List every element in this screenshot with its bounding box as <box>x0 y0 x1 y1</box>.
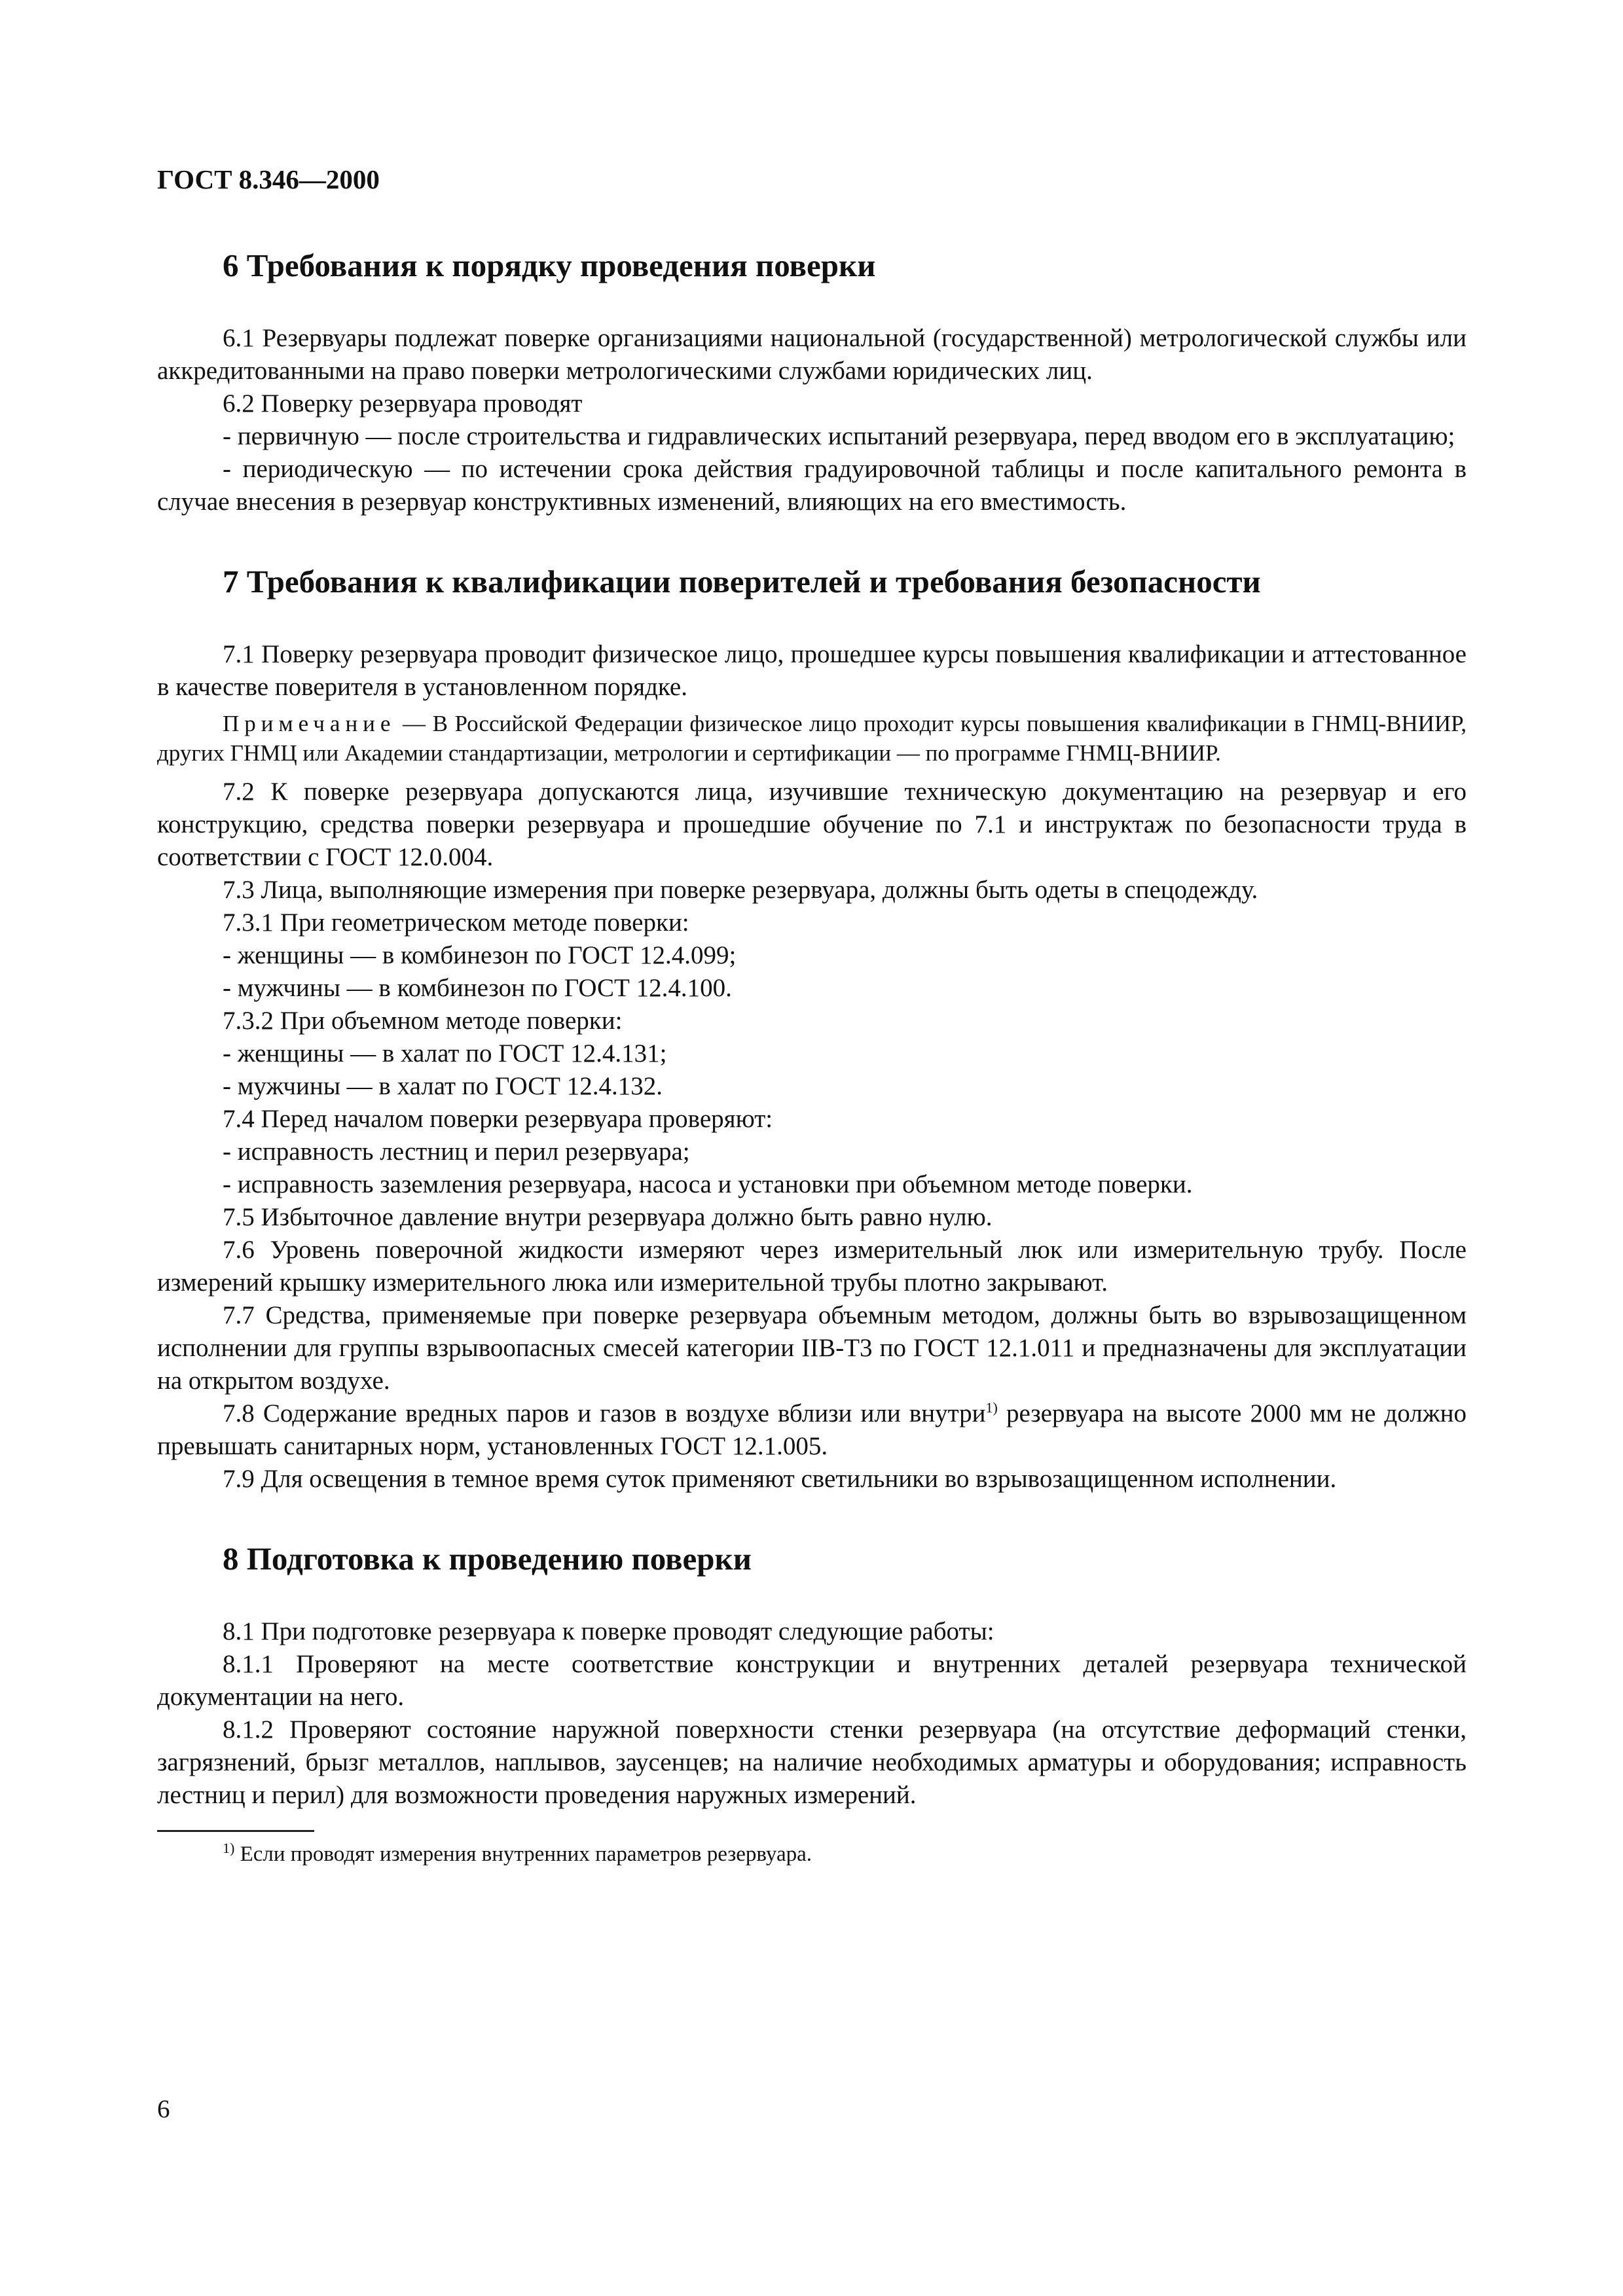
paragraph-7-6: 7.6 Уровень поверочной жидкости измеряют через измерительный люк или измерительную трубу. После измерений крышку измерительного люка или измерительной трубы плотно закрывают. <box>157 1235 1467 1297</box>
paragraph-7-5: 7.5 Избыточное давление внутри резервуара должно быть равно нулю. <box>223 1202 993 1231</box>
list-item-primary: - первичную — после строительства и гидравлических испытаний резервуара, перед вводом его в эксплуатацию; <box>223 422 1455 450</box>
paragraph-6-2: 6.2 Поверку резервуара проводят <box>223 389 583 418</box>
document-id: ГОСТ 8.346—2000 <box>157 164 380 194</box>
paragraph-6-1: 6.1 Резервуары подлежат поверке организациями национальной (государственной) метрологической службы или аккредитованными на право поверки метрологическими службами юридических лиц. <box>157 323 1467 385</box>
note-text: — В Российской Федерации физическое лицо проходит курсы повышения квалификации в ГНМЦ-ВНИИР, других ГНМЦ или Академии стандартизации, метрологии и сертификации — по программе ГНМЦ-ВНИИР. <box>157 710 1467 766</box>
list-item-women-geometric: - женщины — в комбинезон по ГОСТ 12.4.099; <box>223 941 737 969</box>
section-8-title: 8 Подготовка к проведению поверки <box>223 1540 752 1577</box>
paragraph-8-1-2: 8.1.2 Проверяют состояние наружной поверхности стенки резервуара (на отсутствие деформаций стенки, загрязнений, брызг металлов, наплывов, заусенцев; на наличие необходимых арматуры и оборудования; исправность лестниц и перил) для возможности проведения наружных измерений. <box>157 1715 1467 1809</box>
list-item-grounding: - исправность заземления резервуара, насоса и установки при объемном методе поверки. <box>223 1170 1193 1198</box>
paragraph-7-7: 7.7 Средства, применяемые при поверке резервуара объемным методом, должны быть во взрывозащищенном исполнении для группы взрывоопасных смесей категории IIВ-Т3 по ГОСТ 12.1.011 и предназначены для эксплуатации на открытом воздухе. <box>157 1300 1467 1395</box>
list-item-men-volumetric: - мужчины — в халат по ГОСТ 12.4.132. <box>223 1071 663 1100</box>
list-item-ladders: - исправность лестниц и перил резервуара; <box>223 1137 690 1166</box>
paragraph-7-9: 7.9 Для освещения в темное время суток применяют светильники во взрывозащищенном исполнении. <box>223 1464 1337 1493</box>
paragraph-8-1: 8.1 При подготовке резервуара к поверке проводят следующие работы: <box>223 1617 994 1645</box>
note-label: Примечание <box>223 710 396 736</box>
page-number: 6 <box>157 2095 170 2123</box>
document-page <box>157 164 1467 1869</box>
paragraph-7-4: 7.4 Перед началом поверки резервуара проверяют: <box>223 1104 773 1133</box>
note-7-1 <box>157 709 1467 768</box>
footnote-mark: 1) <box>223 1839 235 1856</box>
paragraph-7-3: 7.3 Лица, выполняющие измерения при поверке резервуара, должны быть одеты в спецодежду. <box>223 875 1258 904</box>
footnote-divider <box>157 1830 314 1832</box>
paragraph-7-2: 7.2 К поверке резервуара допускаются лица, изучившие техническую документацию на резервуар и его конструкцию, средства поверки резервуара и прошедшие обучение по 7.1 и инструктаж по безопасности труда в соответствии с ГОСТ 12.0.004. <box>157 777 1467 871</box>
paragraph-7-8-part-a: 7.8 Содержание вредных паров и газов в воздухе вблизи или внутри <box>223 1399 986 1427</box>
footnote-reference: 1) <box>985 1399 998 1416</box>
paragraph-7-8 <box>157 1397 1467 1463</box>
paragraph-7-8-part-b: резервуара на высоте 2000 мм не должно превышать санитарных норм, установленных ГОСТ 12.1.005. <box>157 1399 1467 1460</box>
paragraph-7-1: 7.1 Поверку резервуара проводит физическое лицо, прошедшее курсы повышения квалификации и аттестованное в качестве поверителя в установленном порядке. <box>157 639 1467 701</box>
paragraph-7-3-1: 7.3.1 При геометрическом методе поверки: <box>223 908 689 937</box>
section-7-title: 7 Требования к квалификации поверителей и требования безопасности <box>223 563 1261 600</box>
list-item-men-geometric: - мужчины — в комбинезон по ГОСТ 12.4.100. <box>223 973 732 1002</box>
list-item-women-volumetric: - женщины — в халат по ГОСТ 12.4.131; <box>223 1039 667 1067</box>
list-item-periodic: - периодическую — по истечении срока действия градуировочной таблицы и после капитального ремонта в случае внесения в резервуар конструктивных изменений, влияющих на его вместимость. <box>157 454 1467 516</box>
paragraph-8-1-1: 8.1.1 Проверяют на месте соответствие конструкции и внутренних деталей резервуара технической документации на него. <box>157 1649 1467 1711</box>
footnote <box>157 1840 1467 1869</box>
paragraph-7-3-2: 7.3.2 При объемном методе поверки: <box>223 1006 623 1035</box>
footnote-text: Если проводят измерения внутренних параметров резервуара. <box>234 1842 812 1866</box>
section-6-title: 6 Требования к порядку проведения поверки <box>223 247 876 284</box>
